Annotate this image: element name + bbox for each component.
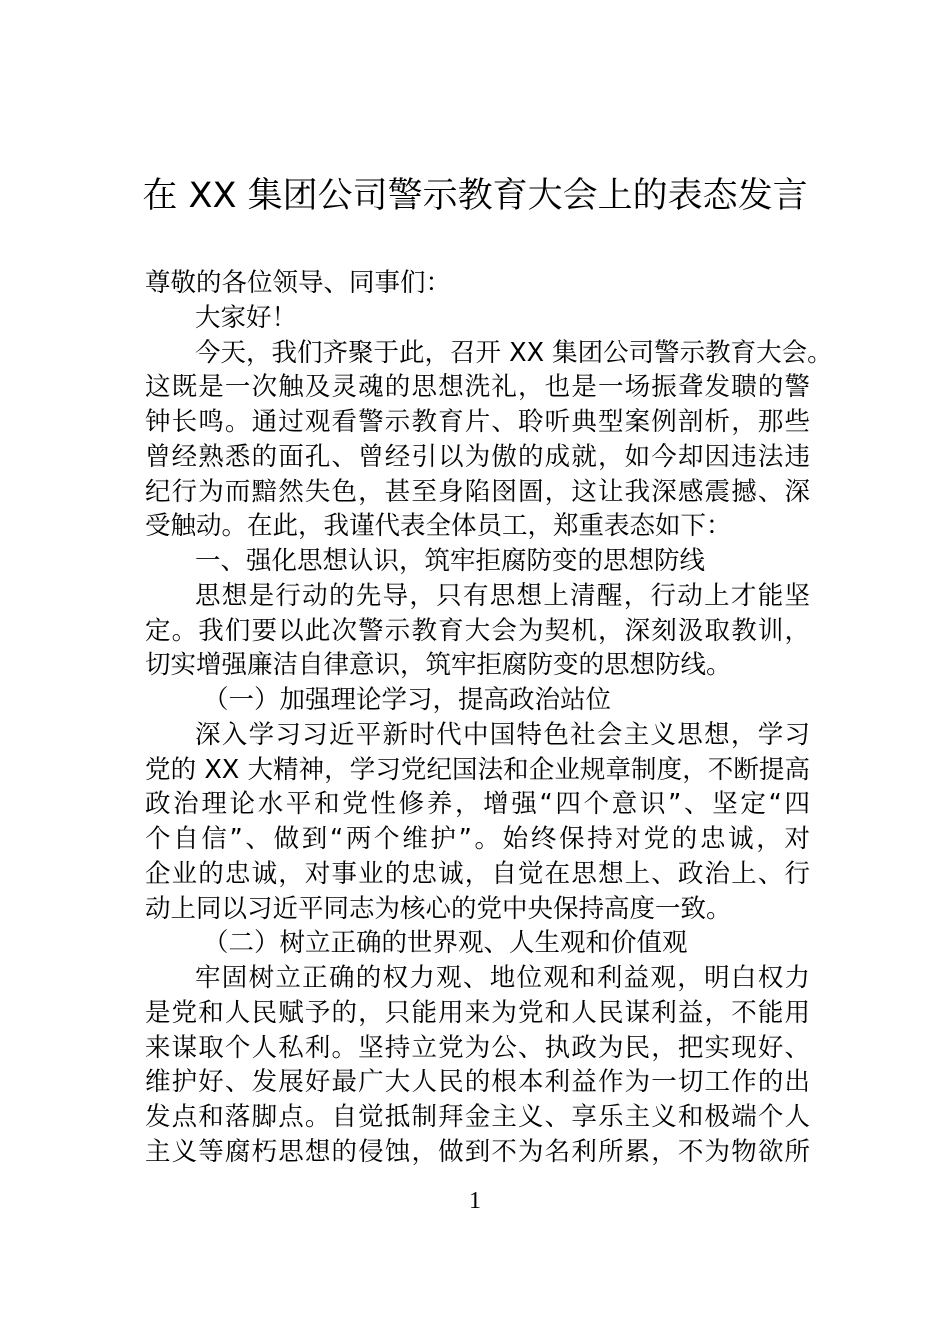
paragraph-line: 曾经熟悉的面孔、曾经引以为傲的成就，如今却因违法违 xyxy=(145,441,810,472)
paragraph-line: 牢固树立正确的权力观、地位观和利益观，明白权力 xyxy=(195,963,810,993)
paragraph-line: 纪行为而黯然失色，甚至身陷囹圄，这让我深感震撼、深 xyxy=(145,476,810,507)
subsection-heading-2: （二）树立正确的世界观、人生观和价值观 xyxy=(203,928,688,959)
document-title: 在 XX 集团公司警示教育大会上的表态发言 xyxy=(142,176,808,216)
paragraph-line: 个自信”、做到“两个维护”。始终保持对党的忠诚，对 xyxy=(145,824,810,854)
greeting-line: 大家好！ xyxy=(195,302,298,333)
section-heading-1: 一、强化思想认识，筑牢拒腐防变的思想防线 xyxy=(195,546,706,576)
paragraph-line: 党的 XX 大精神，学习党纪国法和企业规章制度，不断提高 xyxy=(145,754,810,785)
paragraph-line: 思想是行动的先导，只有思想上清醒，行动上才能坚 xyxy=(195,580,810,611)
paragraph-line: 政治理论水平和党性修养，增强“四个意识”、坚定“四 xyxy=(145,789,810,820)
paragraph-line: 今天，我们齐聚于此，召开 XX 集团公司警示教育大会。 xyxy=(195,337,833,368)
paragraph-line: 维护好、发展好最广大人民的根本利益作为一切工作的出 xyxy=(145,1067,810,1098)
paragraph-line: 主义等腐朽思想的侵蚀，做到不为名利所累，不为物欲所 xyxy=(145,1136,810,1167)
paragraph-line: 是党和人民赋予的，只能用来为党和人民谋利益，不能用 xyxy=(145,997,810,1028)
paragraph-line: 来谋取个人私利。坚持立党为公、执政为民，把实现好、 xyxy=(145,1032,810,1063)
paragraph-line: 深入学习习近平新时代中国特色社会主义思想，学习 xyxy=(195,719,810,750)
paragraph-line: 这既是一次触及灵魂的思想洗礼，也是一场振聋发聩的警 xyxy=(145,372,810,403)
paragraph-line: 钟长鸣。通过观看警示教育片、聆听典型案例剖析，那些 xyxy=(145,407,810,437)
paragraph-line: 发点和落脚点。自觉抵制拜金主义、享乐主义和极端个人 xyxy=(145,1102,810,1132)
paragraph-line: 定。我们要以此次警示教育大会为契机，深刻汲取教训， xyxy=(145,615,810,646)
subsection-heading-1: （一）加强理论学习，提高政治站位 xyxy=(203,685,612,715)
paragraph-line: 企业的忠诚，对事业的忠诚，自觉在思想上、政治上、行 xyxy=(145,858,810,889)
paragraph-line: 切实增强廉洁自律意识，筑牢拒腐防变的思想防线。 xyxy=(145,650,732,681)
document-body xyxy=(145,266,833,1170)
page-number: 1 xyxy=(469,1188,481,1214)
paragraph-line: 动上同以习近平同志为核心的党中央保持高度一致。 xyxy=(145,893,732,924)
salutation-line: 尊敬的各位领导、同事们： xyxy=(145,268,452,298)
paragraph-line: 受触动。在此，我谨代表全体员工，郑重表态如下： xyxy=(145,511,732,542)
